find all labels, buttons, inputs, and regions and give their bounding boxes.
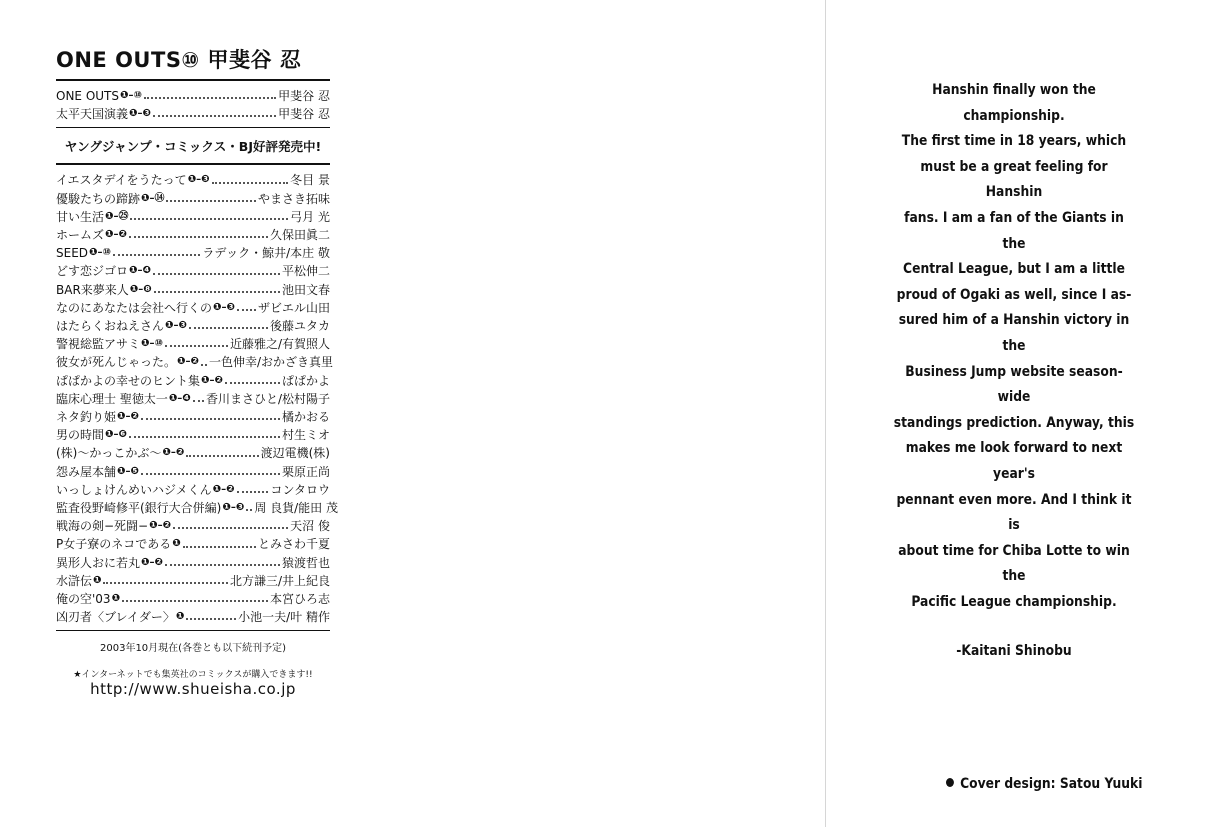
catalog-volumes: ❶–㉕ bbox=[105, 210, 129, 222]
catalog-row bbox=[56, 353, 333, 371]
dot-leader bbox=[103, 582, 227, 584]
catalog-volumes: ❶–⑩ bbox=[89, 247, 111, 259]
catalog-row bbox=[56, 572, 330, 590]
afterword-line: Central League, but I am a little bbox=[903, 261, 1125, 278]
catalog-list bbox=[56, 165, 338, 631]
dot-leader bbox=[237, 309, 256, 311]
dot-leader bbox=[144, 97, 276, 99]
catalog-title: 怨み屋本舗 bbox=[56, 464, 117, 479]
dot-leader bbox=[122, 600, 268, 602]
catalog-author: ザビエル山田 bbox=[257, 300, 330, 315]
catalog-author: コンタロウ bbox=[270, 482, 330, 497]
catalog-volumes: ❶–❷ bbox=[177, 356, 199, 368]
catalog-author: 小池一夫/叶 精作 bbox=[238, 610, 330, 625]
catalog-author: 村生ミオ bbox=[281, 428, 330, 443]
catalog-title: なのにあなたは会社へ行くの bbox=[56, 300, 213, 315]
catalog-title: ONE OUTS bbox=[56, 89, 119, 103]
catalog-author: 久保田眞二 bbox=[269, 228, 330, 243]
catalog-title: 甘い生活 bbox=[56, 209, 105, 224]
catalog-author: 甲斐谷 忍 bbox=[278, 107, 330, 122]
catalog-title: P女子寮のネコである bbox=[56, 537, 172, 552]
dot-leader bbox=[165, 345, 228, 347]
catalog-title: SEED bbox=[56, 246, 89, 261]
dot-leader bbox=[153, 115, 276, 117]
afterword-line: about time for Chiba Lotte to win the bbox=[898, 542, 1130, 585]
catalog-row bbox=[56, 105, 330, 123]
dot-leader bbox=[246, 509, 252, 511]
catalog-title: BAR来夢来人 bbox=[56, 282, 129, 297]
catalog-title: 俺の空'03 bbox=[56, 592, 111, 607]
catalog-volumes: ❶–❸ bbox=[129, 108, 151, 120]
catalog-title: 太平天国演義 bbox=[56, 107, 129, 122]
catalog-title: 警視総監アサミ bbox=[56, 337, 141, 352]
dot-leader bbox=[186, 455, 258, 457]
catalog-row bbox=[56, 190, 330, 208]
catalog-row bbox=[56, 463, 330, 481]
catalog-volumes: ❶–❸ bbox=[187, 174, 210, 186]
dot-leader bbox=[129, 236, 268, 238]
author-signature: -Kaitani Shinobu bbox=[956, 643, 1072, 660]
catalog-volumes: ❶–❷ bbox=[212, 483, 235, 495]
dot-leader bbox=[225, 382, 280, 384]
catalog-author: とみさわ千夏 bbox=[257, 537, 330, 552]
catalog-author: やまさき拓味 bbox=[257, 191, 330, 206]
catalog-title: はたらくおねえさん bbox=[56, 319, 165, 334]
catalog-volumes: ❶–❽ bbox=[129, 283, 152, 295]
afterword-line: Pacific League championship. bbox=[911, 593, 1117, 610]
catalog-title: 凶刃者〈ブレイダー〉 bbox=[56, 610, 175, 625]
catalog-volumes: ❶–❹ bbox=[168, 392, 191, 404]
catalog-banner: ヤングジャンプ・コミックス・BJ好評発売中! bbox=[56, 128, 330, 165]
catalog-author: 渡辺電機(株) bbox=[260, 446, 330, 461]
catalog-author: 猿渡哲也 bbox=[281, 555, 330, 570]
afterword-line: fans. I am a fan of the Giants in the bbox=[904, 209, 1124, 252]
catalog-title: 異形人おに若丸 bbox=[56, 555, 141, 570]
author-afterword bbox=[893, 78, 1136, 665]
catalog-title: 戦海の剣−死闘− bbox=[56, 519, 149, 534]
catalog-row bbox=[56, 499, 338, 517]
catalog-date-note: 2003年10月現在(各巻とも以下続刊予定) bbox=[100, 643, 286, 655]
catalog-panel bbox=[56, 44, 338, 699]
online-purchase-note: ★インターネットでも集英社のコミックスが購入できます!! bbox=[73, 670, 313, 681]
catalog-author: 周 良貨/能田 茂 bbox=[254, 501, 338, 516]
catalog-row bbox=[56, 590, 330, 608]
catalog-title: 男の時間 bbox=[56, 428, 105, 443]
catalog-volumes: ❶–❷ bbox=[141, 556, 163, 568]
catalog-volumes: ❶–⑩ bbox=[141, 338, 163, 350]
catalog-volumes: ❶ bbox=[172, 538, 181, 550]
dot-leader bbox=[154, 291, 280, 293]
catalog-title: ネタ釣り姫 bbox=[56, 410, 117, 425]
catalog-row bbox=[56, 226, 330, 244]
catalog-volumes: ❶–❷ bbox=[162, 447, 185, 459]
catalog-title: ホームズ bbox=[56, 228, 105, 243]
catalog-title: いっしょけんめいハジメくん bbox=[56, 482, 212, 497]
catalog-row bbox=[56, 481, 330, 499]
catalog-author: 天沼 俊 bbox=[290, 519, 330, 534]
afterword-line: must be a great feeling for Hanshin bbox=[920, 158, 1108, 201]
series-title: ONE OUTS⑩ 甲斐谷 忍 bbox=[56, 44, 330, 81]
catalog-row bbox=[56, 426, 330, 444]
dot-leader bbox=[193, 400, 204, 402]
catalog-row bbox=[56, 517, 330, 535]
catalog-row bbox=[56, 554, 330, 572]
catalog-row bbox=[56, 408, 330, 426]
catalog-title: どす恋ジゴロ bbox=[56, 264, 129, 279]
catalog-row bbox=[56, 281, 330, 299]
catalog-row bbox=[56, 608, 330, 626]
catalog-row bbox=[56, 171, 330, 189]
catalog-volumes: ❶–⑩ bbox=[120, 90, 142, 101]
catalog-author: 平松伸二 bbox=[281, 264, 330, 279]
dot-leader bbox=[183, 546, 256, 548]
credit-text: Cover design: Satou Yuuki bbox=[960, 776, 1143, 792]
catalog-volumes: ❶–❷ bbox=[105, 229, 127, 241]
catalog-volumes: ❶ bbox=[175, 611, 185, 623]
afterword-line: pennant even more. And I think it is bbox=[896, 491, 1132, 534]
author-works-list bbox=[56, 81, 330, 128]
afterword-line: makes me look forward to next year's bbox=[905, 440, 1123, 482]
dot-leader bbox=[153, 273, 280, 275]
catalog-title: ぱぱかよの幸せのヒント集 bbox=[56, 373, 201, 388]
catalog-row bbox=[56, 535, 330, 553]
catalog-row bbox=[56, 87, 330, 105]
dot-leader bbox=[141, 418, 280, 420]
catalog-volumes: ❶–❹ bbox=[129, 265, 151, 277]
dot-leader bbox=[173, 527, 288, 529]
catalog-author: 弓月 光 bbox=[290, 209, 330, 224]
catalog-title: 彼女が死んじゃった。 bbox=[56, 355, 177, 370]
catalog-row bbox=[56, 208, 330, 226]
afterword-line: The first time in 18 years, which bbox=[901, 133, 1127, 150]
catalog-row bbox=[56, 262, 330, 280]
catalog-author: 橘かおる bbox=[281, 410, 330, 425]
catalog-title: (株)〜かっこかぶ〜 bbox=[56, 446, 162, 461]
catalog-volumes: ❶ bbox=[93, 574, 102, 586]
catalog-volumes: ❶–❻ bbox=[105, 429, 127, 441]
catalog-title: 優駿たちの蹄跡 bbox=[56, 191, 141, 206]
catalog-volumes: ❶–❷ bbox=[201, 374, 223, 386]
dot-leader bbox=[129, 436, 280, 438]
catalog-author: 一色伸幸/おかざき真里 bbox=[208, 355, 333, 370]
catalog-volumes: ❶–❸ bbox=[222, 502, 245, 514]
catalog-volumes: ❶–❷ bbox=[117, 411, 139, 423]
afterword-line: proud of Ogaki as well, since I as- bbox=[896, 286, 1132, 303]
catalog-row bbox=[56, 390, 330, 408]
afterword-line: Business Jump website season-wide bbox=[905, 363, 1123, 406]
catalog-row bbox=[56, 335, 330, 353]
catalog-row bbox=[56, 317, 330, 335]
dot-leader bbox=[201, 364, 207, 366]
catalog-title: 臨床心理士 聖徳太一 bbox=[56, 391, 168, 406]
catalog-author: 香川まさひと/松村陽子 bbox=[205, 391, 330, 406]
catalog-title: イエスタデイをうたって bbox=[56, 173, 187, 188]
catalog-volumes: ❶ bbox=[111, 593, 121, 605]
catalog-author: 近藤雅之/有賀照人 bbox=[229, 337, 330, 352]
afterword-line: standings prediction. Anyway, this bbox=[893, 414, 1135, 431]
catalog-author: 甲斐谷 忍 bbox=[278, 89, 330, 103]
catalog-row bbox=[56, 372, 330, 390]
catalog-author: 栗原正尚 bbox=[281, 464, 330, 479]
right-page bbox=[826, 0, 1208, 827]
dot-leader bbox=[166, 200, 256, 202]
catalog-volumes: ❶–❸ bbox=[165, 320, 187, 332]
catalog-volumes: ❶–❺ bbox=[117, 465, 139, 477]
catalog-author: ラデック・鯨井/本庄 敬 bbox=[202, 246, 330, 261]
catalog-author: 冬目 景 bbox=[290, 173, 330, 188]
catalog-volumes: ❶–❸ bbox=[213, 301, 235, 313]
dot-leader bbox=[141, 473, 280, 475]
bullet-icon bbox=[946, 778, 954, 787]
catalog-title: 監査役野崎修平(銀行大合併編) bbox=[56, 501, 222, 516]
publisher-url: http://www.shueisha.co.jp bbox=[90, 680, 296, 699]
afterword-line: Hanshin finally won the championship. bbox=[932, 82, 1096, 124]
catalog-title: 水滸伝 bbox=[56, 573, 93, 588]
catalog-row bbox=[56, 244, 330, 262]
catalog-row bbox=[56, 299, 330, 317]
dot-leader bbox=[237, 491, 269, 493]
catalog-volumes: ❶–⑭ bbox=[141, 192, 165, 204]
dot-leader bbox=[212, 182, 289, 184]
cover-design-credit bbox=[946, 776, 1157, 792]
catalog-author: 池田文春 bbox=[281, 282, 330, 297]
catalog-author: 本宮ひろ志 bbox=[269, 592, 330, 607]
dot-leader bbox=[186, 618, 236, 620]
dot-leader bbox=[130, 218, 288, 220]
catalog-author: ぱぱかよ bbox=[281, 373, 330, 388]
dot-leader bbox=[165, 564, 280, 566]
afterword-line: sured him of a Hanshin victory in the bbox=[898, 312, 1130, 354]
catalog-author: 後藤ユタカ bbox=[269, 319, 330, 334]
catalog-author: 北方謙三/井上紀良 bbox=[229, 573, 330, 588]
dot-leader bbox=[189, 327, 268, 329]
catalog-volumes: ❶–❷ bbox=[149, 520, 172, 532]
catalog-row bbox=[56, 444, 330, 462]
dot-leader bbox=[113, 254, 200, 256]
